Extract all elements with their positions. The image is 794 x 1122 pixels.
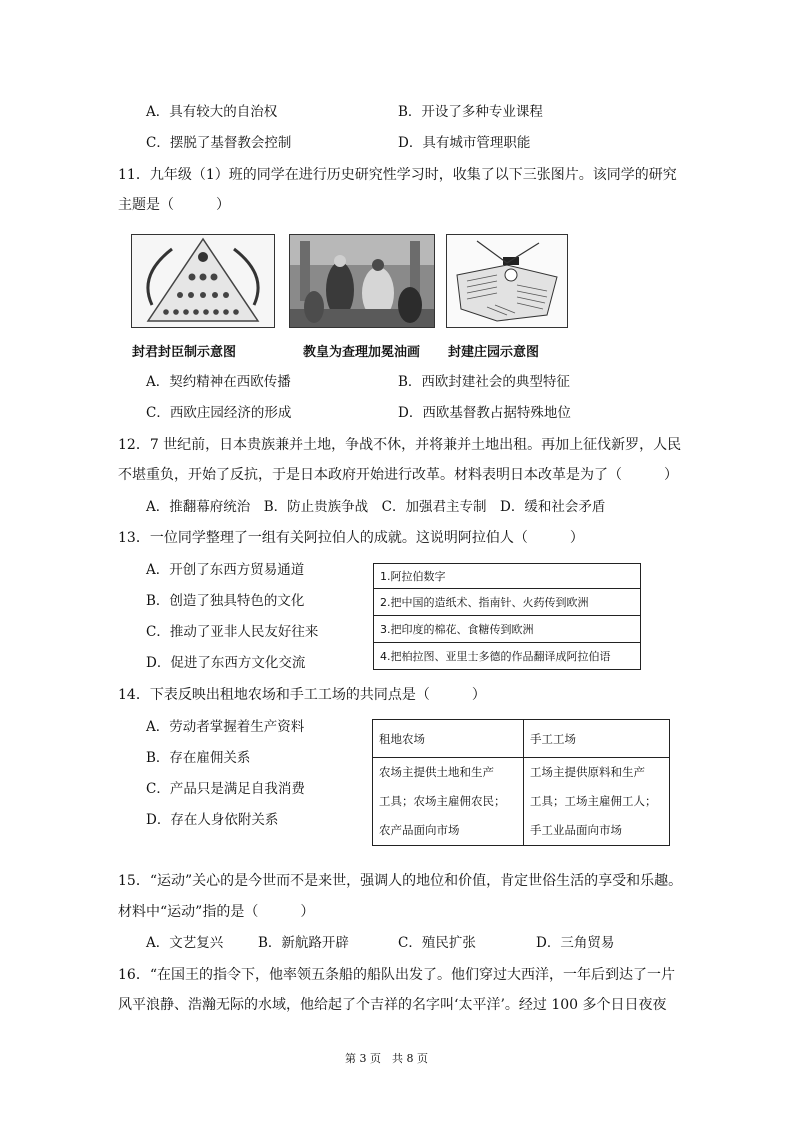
q15-option-a: A．文艺复兴 — [146, 935, 224, 951]
workshop-description-cell — [524, 758, 670, 846]
map-icon — [447, 235, 567, 327]
workshop-line: 工具；工场主雇佣工人； — [530, 794, 657, 808]
picture1-caption: 封君封臣制示意图 — [132, 345, 237, 360]
q10-option-a: A．具有较大的自治权 — [146, 104, 278, 120]
q13-option-a: A．开创了东西方贸易通道 — [146, 562, 305, 578]
q14-option-d: D．存在人身依附关系 — [146, 812, 279, 828]
q10-option-b: B．开设了多种专业课程 — [398, 104, 543, 120]
q15-option-d: D．三角贸易 — [536, 935, 615, 951]
workshop-line: 手工业品面向市场 — [530, 823, 622, 837]
pyramid-diagram-icon — [132, 235, 274, 327]
q14-stem: 14．下表反映出租地农场和手工工场的共同点是（ ） — [118, 687, 486, 703]
q11-stem-line1: 11．九年级（1）班的同学在进行历史研究性学习时，收集了以下三张图片。该同学的研究 — [118, 167, 677, 183]
q11-option-c: C．西欧庄园经济的形成 — [146, 405, 292, 421]
picture3-caption: 封建庄园示意图 — [448, 345, 540, 360]
q15-stem-line1: 15．“运动”关心的是今世而不是来世，强调人的地位和价值，肯定世俗生活的享受和乐趣。 — [118, 873, 683, 889]
q14-option-c: C．产品只是满足自我消费 — [146, 781, 305, 797]
q13-stem: 13．一位同学整理了一组有关阿拉伯人的成就。这说明阿拉伯人（ ） — [118, 530, 584, 546]
q11-option-d: D．西欧基督教占据特殊地位 — [398, 405, 571, 421]
q14-option-a: A．劳动者掌握着生产资料 — [146, 719, 305, 735]
farm-description-cell — [373, 758, 524, 846]
q16-stem-line1: 16．“在国王的指令下，他率领五条船的船队出发了。他们穿过大西洋，一年后到达了一片 — [118, 967, 675, 983]
table-header-workshop: 手工工场 — [524, 720, 670, 758]
feudal-pyramid-picture — [131, 234, 275, 328]
q15-option-c: C．殖民扩张 — [398, 935, 476, 951]
arab-achievements-table — [373, 563, 641, 670]
picture2-caption: 教皇为查理加冕油画 — [303, 345, 421, 360]
arab-table-row: 3.把印度的棉花、食糖传到欧洲 — [374, 616, 641, 643]
farm-line: 工具；农场主雇佣农民； — [379, 794, 506, 808]
painting-icon — [290, 235, 434, 327]
table-header-farm: 租地农场 — [373, 720, 524, 758]
q14-option-b: B．存在雇佣关系 — [146, 750, 251, 766]
q11-stem-line2: 主题是（ ） — [118, 197, 230, 213]
manor-map-picture — [446, 234, 568, 328]
q15-option-b: B．新航路开辟 — [258, 935, 349, 951]
q12-stem-line1: 12．7 世纪前，日本贵族兼并土地，争战不休，并将兼并土地出租。再加上征伐新罗，人民 — [118, 437, 682, 453]
farm-workshop-table — [372, 719, 670, 846]
q13-option-c: C．推动了亚非人民友好往来 — [146, 624, 319, 640]
arab-table-row: 1.阿拉伯数字 — [374, 564, 641, 589]
q10-option-c: C．摆脱了基督教会控制 — [146, 135, 292, 151]
q13-option-b: B．创造了独具特色的文化 — [146, 593, 305, 609]
page-footer: 第 3 页 共 8 页 — [345, 1052, 428, 1065]
q12-stem-line2: 不堪重负，开始了反抗，于是日本政府开始进行改革。材料表明日本改革是为了（ ） — [118, 467, 678, 483]
q16-stem-line2: 风平浪静、浩瀚无际的水域，他给起了个吉祥的名字叫‘太平洋’。经过 100 多个日日夜夜 — [118, 997, 667, 1013]
workshop-line: 工场主提供原料和生产 — [530, 765, 645, 779]
q15-stem-line2: 材料中“运动”指的是（ ） — [118, 904, 315, 920]
q11-option-b: B．西欧封建社会的典型特征 — [398, 374, 570, 390]
q12-options: A．推翻幕府统治 B．防止贵族争战 C．加强君主专制 D．缓和社会矛盾 — [146, 499, 606, 515]
farm-line: 农场主提供土地和生产 — [379, 765, 494, 779]
q11-option-a: A．契约精神在西欧传播 — [146, 374, 291, 390]
coronation-painting-picture — [289, 234, 435, 328]
arab-table-row: 4.把柏拉图、亚里士多德的作品翻译成阿拉伯语 — [374, 643, 641, 670]
q13-option-d: D．促进了东西方文化交流 — [146, 655, 306, 671]
q10-option-d: D．具有城市管理职能 — [398, 135, 531, 151]
farm-line: 农产品面向市场 — [379, 823, 460, 837]
arab-table-row: 2.把中国的造纸术、指南针、火药传到欧洲 — [374, 589, 641, 616]
